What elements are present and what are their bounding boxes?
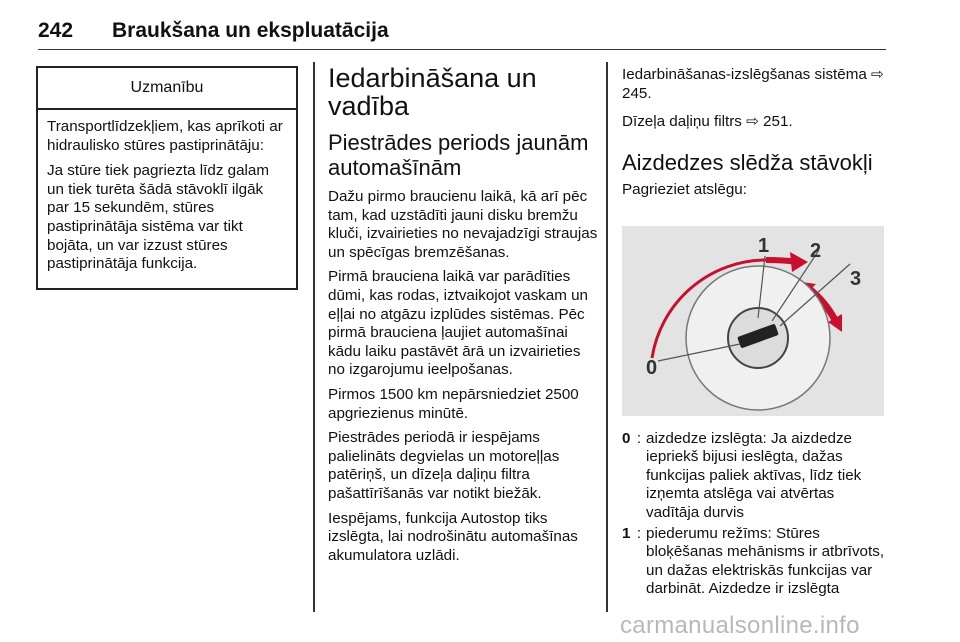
chapter-title: Braukšana un ekspluatācija <box>112 19 389 42</box>
body-paragraph: Pirmā brauciena laikā var parādīties dūmi, kas rodas, iztvaikojot vaskam un eļļai no atgāzu izplūdes sistēmas. Pēc pirmā brauciena ļaujiet automašīnai kādu laiku pastāvēt ārā un izvairieties no izgarojumu ieelpošanas. <box>328 268 588 379</box>
ignition-title: Aizdedzes slēdža stāvokļi <box>622 149 873 175</box>
position-label-1: 1 <box>758 235 770 257</box>
section-title: Iedarbināšana un vadība <box>328 63 537 121</box>
watermark: carmanualsonline.info <box>620 612 860 639</box>
warning-title: Uzmanību <box>38 68 296 110</box>
cross-reference[interactable]: Iedarbināšanas-izslēgšanas sistēma ⇨ 245. <box>622 66 884 102</box>
body-paragraph: Dažu pirmo braucienu laikā, kā arī pēc tam, kad uzstādīti jauni disku bremžu kluči, izvairieties no nevajadzīgi straujas un spēcīgas bremzēšanas. <box>328 188 598 261</box>
position-item-1: 1 : piederumu režīms: Stūres bloķēšanas mehānisms ir atbrīvots, un dažas elektriskās funkcijas var darbināt. Aizdedze ir izslēgta <box>622 525 885 598</box>
body-paragraph: Piestrādes periodā ir iespējams palielināts degvielas un motoreļļas patēriņš, un dīzeļa daļiņu filtra pašattīrīšanās var notikt biežāk. <box>328 429 560 502</box>
column-divider <box>313 62 315 612</box>
warning-paragraph: Ja stūre tiek pagriezta līdz galam un tiek turēta šādā stāvoklī ilgāk par 15 sekundēm, stūres pastiprinātāja sistēma var tikt bojāta, un var izzust stūres pastiprinātāja funkcija. <box>47 162 270 273</box>
section-subtitle: Piestrādes periods jaunām automašīnām <box>328 130 589 180</box>
warning-body <box>38 110 296 274</box>
cross-reference[interactable]: Dīzeļa daļiņu filtrs ⇨ 251. <box>622 113 793 131</box>
arrow-right-icon: ⇨ <box>871 66 884 83</box>
position-label-0: 0 <box>646 357 658 379</box>
arrow-right-icon: ⇨ <box>746 113 759 131</box>
body-paragraph: Pirmos 1500 km nepārsniedziet 2500 apgriezienus minūtē. <box>328 385 579 422</box>
ignition-switch-figure <box>622 226 884 416</box>
warning-box <box>36 66 298 290</box>
column-divider <box>606 62 608 612</box>
body-paragraph: Iespējams, funkcija Autostop tiks izslēgta, lai nodrošinātu automašīnas akumulatora uzlādi. <box>328 509 578 564</box>
position-item-0: 0 : aizdedze izslēgta: Ja aizdedze iepriekš bijusi ieslēgta, dažas funkcijas paliek aktīvas, līdz tiek izņemta atslēga vai atvērtas vadītāja durvis <box>622 430 862 521</box>
column-middle <box>328 64 598 571</box>
page-header <box>38 12 886 50</box>
page-number: 242 <box>38 19 74 42</box>
column-right <box>622 66 888 205</box>
position-list <box>622 430 888 602</box>
warning-paragraph: Transportlīdzekļiem, kas aprīkoti ar hidraulisko stūres pastiprinātāju: <box>47 118 283 154</box>
ignition-intro: Pagrieziet atslēgu: <box>622 180 747 198</box>
position-label-2: 2 <box>810 240 822 262</box>
position-label-3: 3 <box>850 268 862 290</box>
